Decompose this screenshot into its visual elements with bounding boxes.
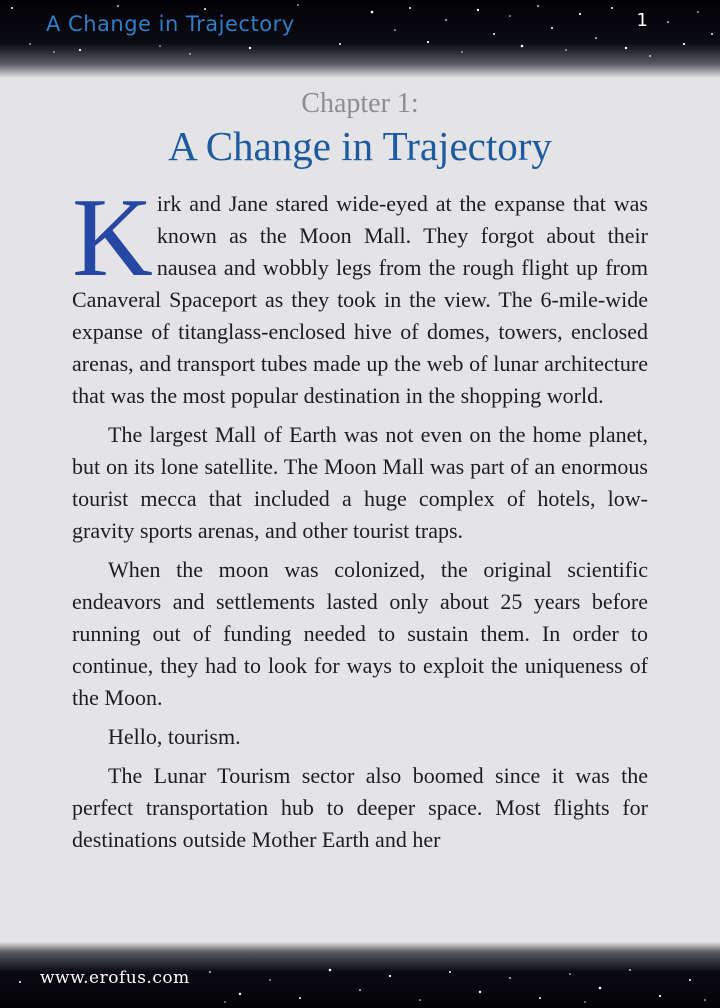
paragraph-1-text: irk and Jane stared wide-eyed at the expanse that was known as the Moon Mall. They forgot about their nausea and wobbly legs from the rough flight up from Canaveral Spaceport as they took in the view. The 6-mile-wide expanse of titanglass-enclosed hive of domes, towers, enclosed arenas, and transport tubes made up the web of lunar architecture that was the most popular destination in the shopping world. [72, 191, 648, 408]
page-number: 1 [636, 10, 648, 31]
drop-cap: K [72, 176, 153, 300]
chapter-body [72, 176, 648, 856]
running-title: A Change in Trajectory [46, 12, 295, 36]
watermark: www.erofus.com [40, 968, 190, 988]
paragraph-1 [72, 176, 648, 412]
paragraph-3: When the moon was colonized, the original scientific endeavors and settlements lasted only about 25 years before running out of funding needed to sustain them. In order to continue, they had to look for ways to exploit the uniqueness of the Moon. [72, 557, 648, 710]
page-content [72, 88, 648, 863]
starfield-footer [0, 942, 720, 1008]
paragraph-5: The Lunar Tourism sector also boomed since it was the perfect transportation hub to deeper space. Most flights for destinations outside Mother Earth and her [72, 763, 648, 852]
paragraph-4: Hello, tourism. [108, 724, 241, 749]
chapter-title: A Change in Trajectory [168, 123, 552, 169]
chapter-label: Chapter 1: [301, 88, 419, 119]
starfield-header [0, 0, 720, 78]
paragraph-2: The largest Mall of Earth was not even on the home planet, but on its lone satellite. The Moon Mall was part of an enormous tourist mecca that included a huge complex of hotels, low-gravity sports arenas, and other tourist traps. [72, 422, 648, 543]
